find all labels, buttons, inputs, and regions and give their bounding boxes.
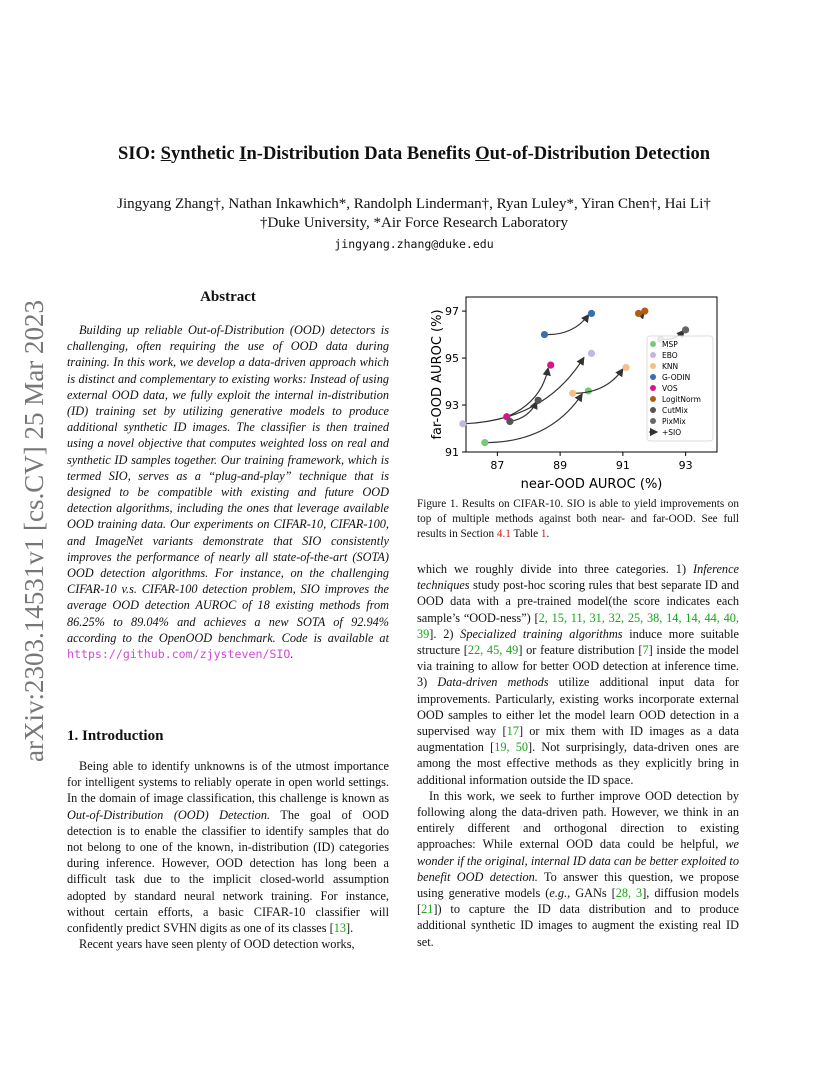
legend-swatch [650,352,656,358]
y-tick-label: 93 [445,399,459,413]
y-axis-label: far-OOD AUROC (%) [430,309,445,440]
author-list: Jingyang Zhang†, Nathan Inkawhich*, Randolph Linderman†, Ryan Luley*, Yiran Chen†, Hai Li† [117,196,711,212]
sio-arrow [485,394,582,443]
legend-swatch [650,418,656,424]
sio-point [682,326,689,333]
legend-swatch [650,396,656,402]
section-link[interactable]: 4.1 [496,528,511,540]
legend-label: G-ODIN [662,373,691,382]
x-tick-label: 91 [615,459,630,472]
code-link[interactable]: https://github.com/zjysteven/SIO [67,647,291,662]
sio-point [641,307,648,314]
base-point [541,331,548,338]
citation-link[interactable]: 13 [333,921,347,936]
legend-swatch [650,363,656,369]
legend-label: MSP [662,340,678,349]
x-axis-label: near-OOD AUROC (%) [520,477,663,492]
x-tick-label: 93 [678,459,693,472]
arxiv-side-stamp: arXiv:2303.14531v1 [cs.CV] 25 Mar 2023 [19,300,49,762]
sio-point [588,350,595,357]
legend-label: LogitNorm [662,395,701,404]
base-point [635,310,642,317]
legend-swatch [650,374,656,380]
legend-label: PixMix [662,417,686,426]
y-tick-label: 97 [445,305,459,319]
contact-email: jingyang.zhang@duke.edu [334,237,494,251]
base-point [481,439,488,446]
legend-swatch [650,341,656,347]
figure-caption: Figure 1. Results on CIFAR-10. SIO is able to yield improvements on top of multiple methods against both near- and far-OOD. See full results in Section 4.1 Table 1. [417,498,739,540]
legend-swatch [650,385,656,391]
sio-point [535,397,542,404]
y-tick-label: 95 [445,352,459,366]
right-column-text: which we roughly divide into three categories. 1) Inference techniques study post-hoc scoring rules that best separate ID and OOD data with a pre-trained model(the score indicates each sample’s “OOD-ness”) [2, 15, 11, 31, 32, 25, 38, 14, 14, 44, 40, 39]. 2) Specialized training algorithms induce more suitable structure [22, 45, 49] or feature distribution [7] inside the model via training to allow for better OOD detection at inference time. 3) Data-driven methods utilize additional input data for improvements. Particularly, existing works incorporate external OOD samples to either let the model learn OOD detection in a supervised way [17] or mix them with ID images as a data augmentation [19, 50]. Not surprisingly, data-driven ones are among the most effective methods as they explicitly bring in additional information outside the ID space. In this work, we seek to further improve OOD detection by following along the data-driven path. However, we think in an entirely different and orthogonal direction to existing approaches: While external OOD data could be helpful, we wonder if the original, internal ID data can be better exploited to benefit OOD detection. To answer this question, we propose using generative models (e.g., GANs [28, 3], diffusion models [21]) to capture the ID data distribution and to produce additional synthetic ID images to augment the existing real ID set. [417,562,740,949]
intro-heading: 1. Introduction [67,728,164,744]
legend-label: CutMix [662,406,688,415]
base-point [506,418,513,425]
table-link[interactable]: 1 [540,528,547,540]
legend-label: VOS [662,384,678,393]
x-tick-label: 87 [490,459,505,472]
intro-text: Being able to identify unknowns is of the utmost importance for intelligent systems to reliably operate in open world settings. In the domain of image classification, this challenge is known as Out-of-Distribution (OOD) Detection. The goal of OOD detection is to enable the classifier to identify samples that do not belong to one of the known, in-distribution (ID) categories during inference. However, OOD detection has long been a difficult task due to the implicit closed-world assumption adopted by standard neural network training. For instance, without certain efforts, a basic CIFAR-10 classifier will confidently predict SVHN digits as one of its classes [13]. Recent years have seen plenty of OOD detection works, [67,759,390,952]
abstract-heading: Abstract [200,289,256,305]
abstract-text: Building up reliable Out-of-Distribution (OOD) detectors is challenging, often requiring the use of OOD data during training. In this work, we develop a data-driven approach which is distinct and complementary to existing works: Instead of using external OOD data, we fully exploit the internal in-distribution (ID) training set by utilizing generative models to produce additional synthetic ID images. The classifier is then trained using a novel objective that computes weighted loss on real and synthetic ID samples together. Our training framework, which is termed SIO, serves as a “plug-and-play” technique that is designed to be compatible with existing and future OOD detection algorithms, including the ones that leverage available OOD training data. Our experiments on CIFAR-10, CIFAR-100, and ImageNet variants demonstrate that SIO consistently improves the performance of nearly all state-of-the-art (SOTA) OOD detection algorithms. For instance, on the challenging CIFAR-10 v.s. CIFAR-100 detection problem, SIO improves the average OOD detection AUROC of 18 existing methods from 86.25% to 89.04% and achieves a new SOTA of 92.94% according to the OpenOOD benchmark. Code is available at https://github.com/zjysteven/SIO. [67,323,389,662]
y-tick-label: 91 [445,446,459,459]
base-point [459,420,466,427]
legend-label: KNN [662,362,679,371]
legend-swatch [650,407,656,413]
sio-point [588,310,595,317]
paper-title: SIO: Synthetic In-Distribution Data Benefits Out-of-Distribution Detection [117,144,711,164]
sio-arrow [544,315,588,335]
base-point [569,390,576,397]
sio-arrow [573,369,623,393]
legend-label: EBO [662,351,678,360]
x-tick-label: 89 [553,459,568,472]
affiliations: †Duke University, *Air Force Research Laboratory [259,215,569,231]
figure-1-chart [417,292,739,492]
sio-point [547,362,554,369]
legend-label: +SIO [662,428,682,437]
sio-point [622,364,629,371]
